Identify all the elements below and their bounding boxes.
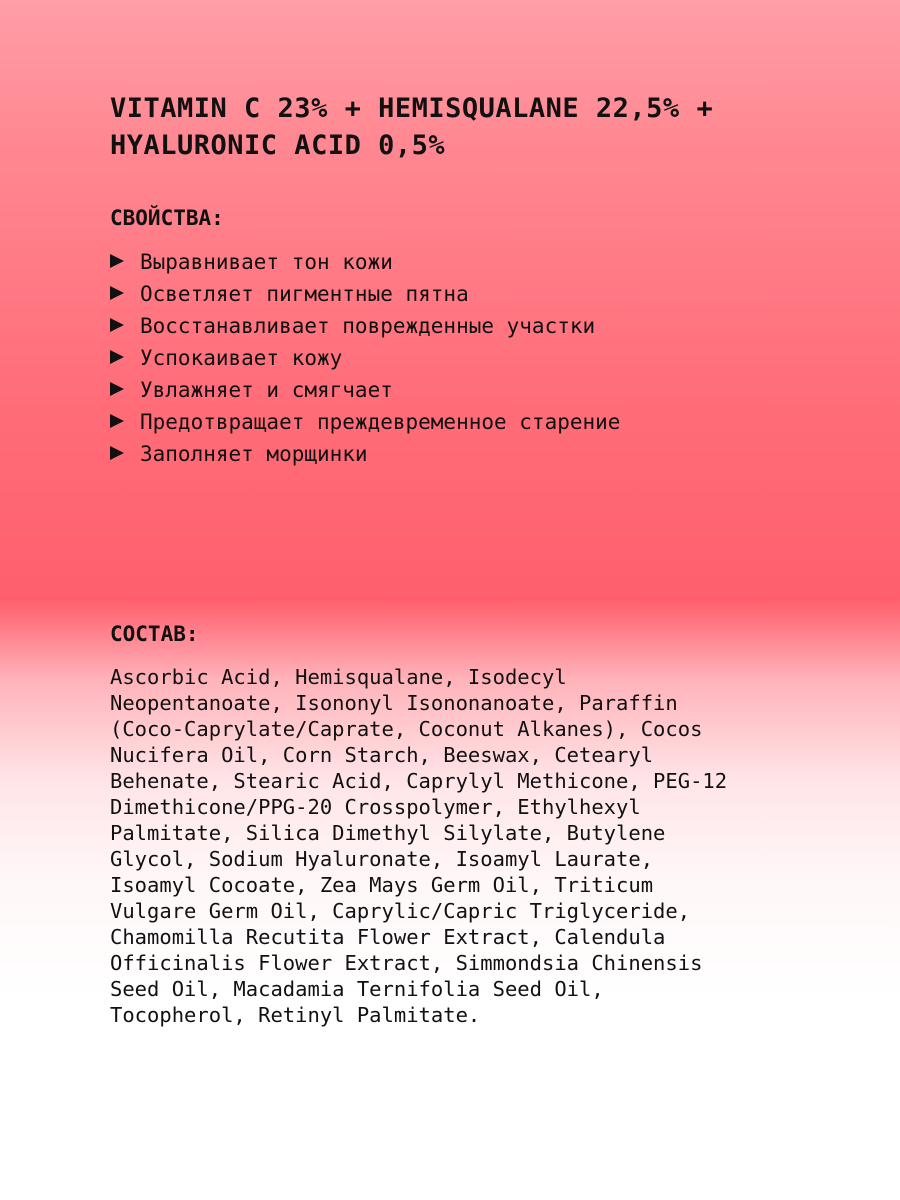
property-text: Осветляет пигментные пятна [140, 282, 469, 306]
properties-title: СВОЙСТВА: [110, 206, 224, 230]
product-headline: VITAMIN C 23% + HEMISQUALANE 22,5% + HYALURONIC ACID 0,5% [110, 93, 714, 161]
properties-list [110, 246, 620, 470]
triangle-right-icon [110, 318, 124, 332]
list-item [110, 246, 620, 278]
property-text: Предотвращает преждевременное старение [140, 410, 621, 434]
property-text: Выравнивает тон кожи [140, 250, 393, 274]
list-item [110, 438, 620, 470]
list-item [110, 342, 620, 374]
property-text: Успокаивает кожу [140, 346, 343, 370]
composition-title: СОСТАВ: [110, 622, 199, 646]
list-item [110, 374, 620, 406]
list-item [110, 406, 620, 438]
composition-text: Ascorbic Acid, Hemisqualane, Isodecyl Neopentanoate, Isononyl Isononanoate, Paraffin (Coco-Caprylate/Caprate, Coconut Alkanes), Cocos Nucifera Oil, Corn Starch, Beeswax, Cetearyl Behenate, Stearic Acid, Caprylyl Methicone, PEG-12 Dimethicone/PPG-20 Crosspolymer, Ethylhexyl Palmitate, Silica Dimethyl Silylate, Butylene Glycol, Sodium Hyaluronate, Isoamyl Laurate, Isoamyl Cocoate, Zea Mays Germ Oil, Triticum Vulgare Germ Oil, Caprylic/Capric Triglyceride, Chamomilla Recutita Flower Extract, Calendula Officinalis Flower Extract, Simmondsia Chinensis Seed Oil, Macadamia Ternifolia Seed Oil, Tocopherol, Retinyl Palmitate. [110, 665, 728, 1027]
triangle-right-icon [110, 446, 124, 460]
triangle-right-icon [110, 254, 124, 268]
triangle-right-icon [110, 414, 124, 428]
list-item [110, 278, 620, 310]
triangle-right-icon [110, 350, 124, 364]
list-item [110, 310, 620, 342]
property-text: Восстанавливает поврежденные участки [140, 314, 596, 338]
property-text: Увлажняет и смягчает [140, 378, 393, 402]
property-text: Заполняет морщинки [140, 442, 368, 466]
triangle-right-icon [110, 382, 124, 396]
triangle-right-icon [110, 286, 124, 300]
